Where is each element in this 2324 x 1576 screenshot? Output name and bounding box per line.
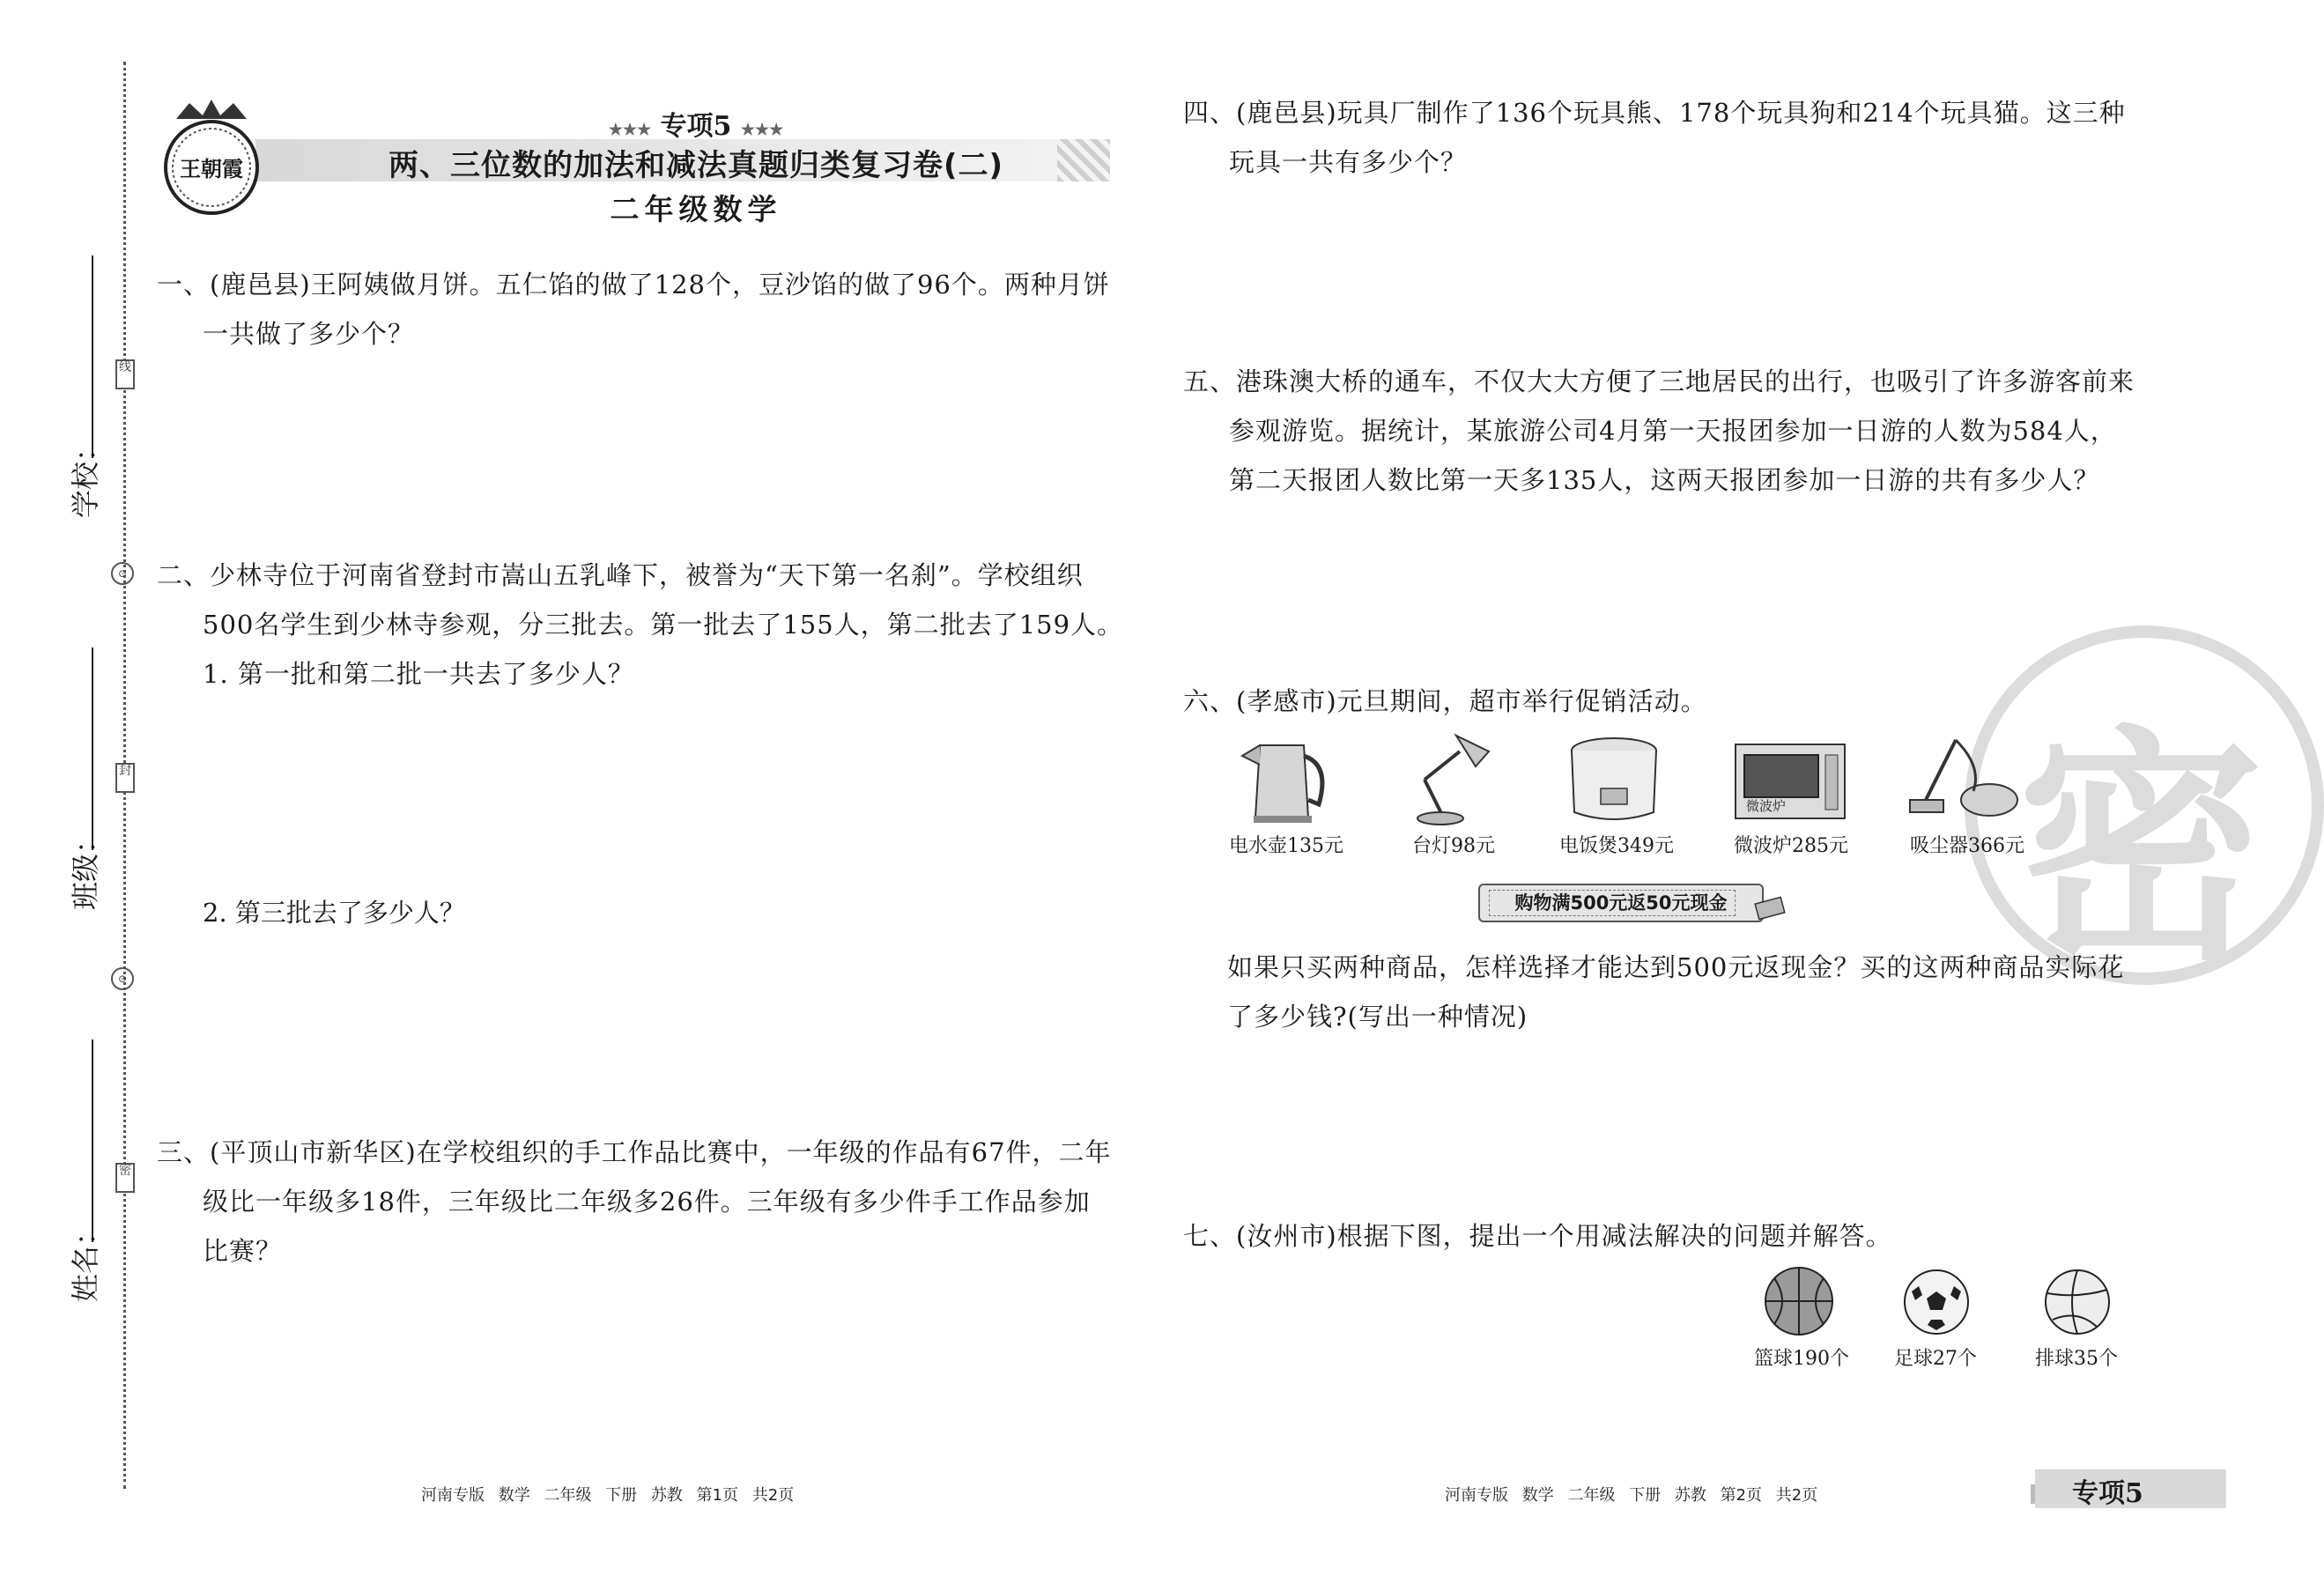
question-text: 500名学生到少林寺参观，分三批去。第一批去了155人，第二批去了159人。	[203, 610, 1124, 640]
name-label: 姓名：	[69, 1217, 102, 1302]
school-field[interactable]	[92, 255, 93, 458]
question-text: 二、少林寺位于河南省登封市嵩山五乳峰下，被誉为“天下第一名刹”。学校组织	[157, 560, 1084, 590]
promo-text: 购物满500元返50元现金	[1514, 892, 1728, 914]
basketball-icon	[1762, 1264, 1836, 1338]
question-text: 五、港珠澳大桥的通车，不仅大大方便了三地居民的出行，也吸引了许多游客前来	[1183, 366, 2135, 396]
question-text: 玩具一共有多少个？	[1229, 147, 1468, 177]
rice-cooker-icon	[1564, 731, 1665, 828]
volleyball-icon	[2042, 1267, 2113, 1337]
seal-mark-secret: 密	[115, 1163, 135, 1193]
class-label: 班级：	[69, 825, 102, 910]
question-2	[157, 551, 1123, 699]
watermark-text: 密	[2017, 707, 2264, 994]
question-text: 级比一年级多18件，三年级比二年级多26件。三年级有多少件手工作品参加	[203, 1187, 1091, 1217]
sub-question-1: 1. 第一批和第二批一共去了多少人？	[203, 659, 634, 689]
vacuum-icon	[1903, 731, 2022, 824]
question-text: 一、(鹿邑县)王阿姨做月饼。五仁馅的做了128个，豆沙馅的做了96个。两种月饼	[157, 270, 1110, 300]
cash-stack-icon	[1753, 890, 1788, 925]
question-7	[1183, 1211, 1892, 1261]
product-price-label: 微波炉285元	[1734, 835, 1848, 857]
title-banner-pattern	[1057, 139, 1110, 181]
star-icon: ★★★	[740, 121, 784, 139]
page-title: 两、三位数的加法和减法真题归类复习卷(二)	[388, 148, 1004, 183]
product-price-label: 电水壶135元	[1229, 835, 1343, 857]
topic-label	[564, 104, 828, 143]
footer-left: 河南专版 数学 二年级 下册 苏教 第1页 共2页	[421, 1486, 795, 1505]
question-text: 三、(平顶山市新华区)在学校组织的手工作品比赛中，一年级的作品有67件，二年	[157, 1137, 1112, 1167]
question-text: 一共做了多少个？	[203, 319, 415, 349]
page-subtitle: 二年级数学	[610, 192, 782, 226]
ball-count-label: 排球35个	[2035, 1348, 2118, 1370]
logo-text: 王朝霞	[180, 156, 243, 181]
question-6-prompt	[1227, 943, 2124, 1041]
question-text: 第二天报团人数比第一天多135人，这两天报团参加一日游的共有多少人？	[1229, 465, 2100, 495]
desk-lamp-icon	[1405, 727, 1502, 828]
question-5	[1183, 357, 2135, 505]
topic-number: 专项5	[660, 111, 732, 142]
question-3	[157, 1128, 1112, 1276]
binding-hole-icon: ⊙	[111, 562, 134, 585]
seal-mark-line: 线	[115, 359, 135, 389]
footer-right: 河南专版 数学 二年级 下册 苏教 第2页 共2页	[1445, 1486, 1818, 1505]
question-text: 七、(汝州市)根据下图，提出一个用减法解决的问题并解答。	[1183, 1221, 1892, 1251]
question-4	[1183, 88, 2126, 187]
question-text: 六、(孝感市)元旦期间，超市举行促销活动。	[1183, 686, 1707, 716]
question-text: 参观游览。据统计，某旅游公司4月第一天报团参加一日游的人数为584人，	[1229, 416, 2117, 446]
seal-mark-seal: 封	[115, 763, 135, 793]
question-1	[157, 260, 1110, 359]
product-price-label: 电饭煲349元	[1559, 835, 1674, 857]
kettle-icon	[1238, 729, 1335, 826]
name-field[interactable]	[92, 1040, 93, 1242]
corner-topic-text: 专项5	[2072, 1478, 2143, 1509]
question-6	[1183, 677, 1707, 726]
question-text: 了多少钱?(写出一种情况)	[1227, 1002, 1528, 1032]
product-price-label: 台灯98元	[1412, 835, 1495, 857]
question-text: 四、(鹿邑县)玩具厂制作了136个玩具熊、178个玩具狗和214个玩具猫。这三种	[1183, 98, 2126, 128]
question-text: 如果只买两种商品，怎样选择才能达到500元返现金？买的这两种商品实际花	[1227, 952, 2125, 982]
corner-topic-label	[2035, 1469, 2226, 1508]
question-text: 比赛？	[203, 1236, 283, 1266]
star-icon: ★★★	[608, 121, 652, 139]
promo-banner	[1478, 884, 1764, 922]
class-field[interactable]	[92, 647, 93, 850]
product-price-label: 吸尘器366元	[1910, 835, 2024, 857]
soccer-ball-icon	[1901, 1267, 1972, 1337]
microwave-panel-label: 微波炉	[1746, 798, 1787, 814]
sub-question-2: 2. 第三批去了多少人？	[203, 898, 465, 928]
ball-count-label: 篮球190个	[1754, 1348, 1849, 1370]
school-label: 学校：	[69, 433, 102, 518]
binding-hole-icon: ⊙	[111, 967, 134, 990]
ball-count-label: 足球27个	[1894, 1348, 1977, 1370]
